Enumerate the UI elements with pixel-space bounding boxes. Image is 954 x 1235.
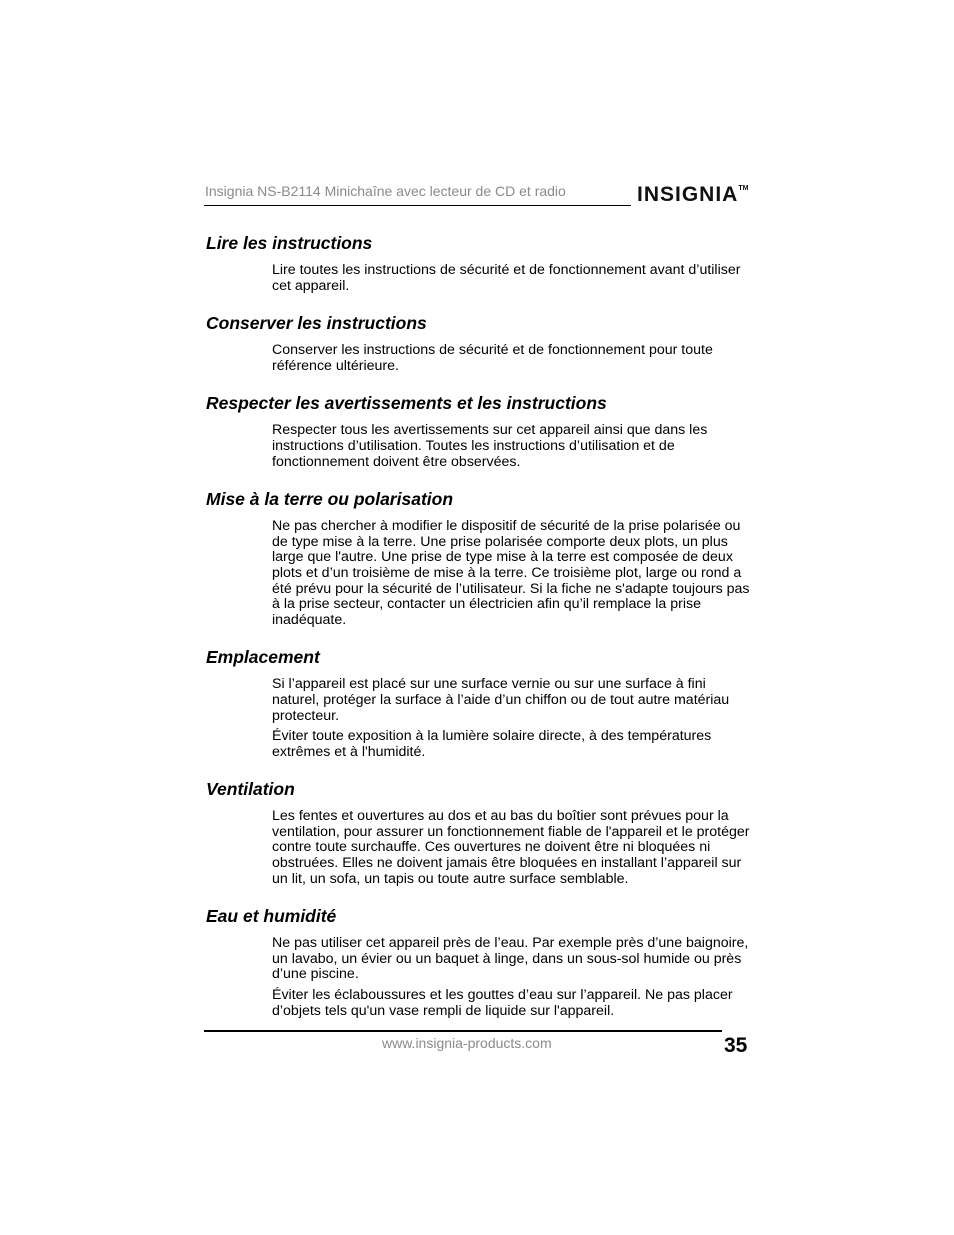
page-number: 35 <box>724 1034 748 1057</box>
section-paragraph: Les fentes et ouvertures au dos et au bas du boîtier sont prévues pour la ventilation, pour assurer un fonctionnement fiable de l'appareil et le protéger contre toute surchauffe. Ces ouvertures ne doivent être ni bloquées ni obstruées. Elles ne doivent jamais être bloquées en installant l’appareil sur un lit, un sofa, un tapis ou toute autre surface semblable. <box>272 808 750 887</box>
section-heading: Conserver les instructions <box>206 313 427 334</box>
section-heading: Eau et humidité <box>206 906 337 927</box>
section-eau-humidite <box>206 905 751 1019</box>
section-paragraph: Lire toutes les instructions de sécurité et de fonctionnement avant d’utiliser cet appareil. <box>272 262 741 294</box>
section-mise-a-la-terre <box>206 488 751 628</box>
section-paragraph: Éviter les éclaboussures et les gouttes d’eau sur l’appareil. Ne pas placer d’objets tels qu'un vase rempli de liquide sur l'appareil. <box>272 987 733 1019</box>
section-heading: Mise à la terre ou polarisation <box>206 489 454 510</box>
section-lire-instructions <box>206 232 751 294</box>
section-heading: Lire les instructions <box>206 233 373 253</box>
header-divider <box>204 205 631 206</box>
section-conserver-instructions <box>206 312 751 374</box>
section-paragraph: Ne pas chercher à modifier le dispositif de sécurité de la prise polarisée ou de type mise à la terre. Une prise polarisée comporte deux plots, un plus large que l'autre. Une prise de type mise à la terre est composée de deux plots et d’un troisième de mise à la terre. Ce troisième plot, large ou rond a été prévu pour la sécurité de l’utilisateur. Si la fiche ne s'adapte toujours pas à la prise secteur, contacter un électricien afin qu’il remplace la prise inadéquate. <box>272 518 750 628</box>
section-heading: Ventilation <box>206 779 295 800</box>
section-paragraph: Respecter tous les avertissements sur cet appareil ainsi que dans les instructions d’utilisation. Toutes les instructions d’utilisation et de fonctionnement doivent être observées. <box>272 422 708 470</box>
section-ventilation <box>206 778 751 887</box>
section-respecter-avertissements <box>206 392 751 470</box>
section-paragraph: Conserver les instructions de sécurité et de fonctionnement pour toute référence ultérieure. <box>272 342 713 374</box>
section-heading: Respecter les avertissements et les instructions <box>206 393 607 414</box>
logo-text: INSIGNIA <box>637 183 739 206</box>
page-content <box>206 232 751 1037</box>
section-heading: Emplacement <box>206 647 320 668</box>
footer-divider <box>204 1030 722 1032</box>
section-paragraph: Ne pas utiliser cet appareil près de l’eau. Par exemple près d’une baignoire, un lavabo, un évier ou un baquet à linge, dans un sous-sol humide ou près d’une piscine. <box>272 935 749 983</box>
footer-url: www.insignia-products.com <box>382 1035 552 1051</box>
section-paragraph: Si l’appareil est placé sur une surface vernie ou sur une surface à fini naturel, protéger la surface à l’aide d’un chiffon ou de tout autre matériau protecteur. <box>272 676 730 724</box>
section-paragraph: Éviter toute exposition à la lumière solaire directe, à des températures extrêmes et à l'humidité. <box>272 728 712 760</box>
insignia-logo <box>637 183 748 207</box>
header-title: Insignia NS-B2114 Minichaîne avec lecteur de CD et radio <box>205 183 566 199</box>
logo-trademark: TM <box>738 185 749 192</box>
section-emplacement <box>206 646 751 760</box>
